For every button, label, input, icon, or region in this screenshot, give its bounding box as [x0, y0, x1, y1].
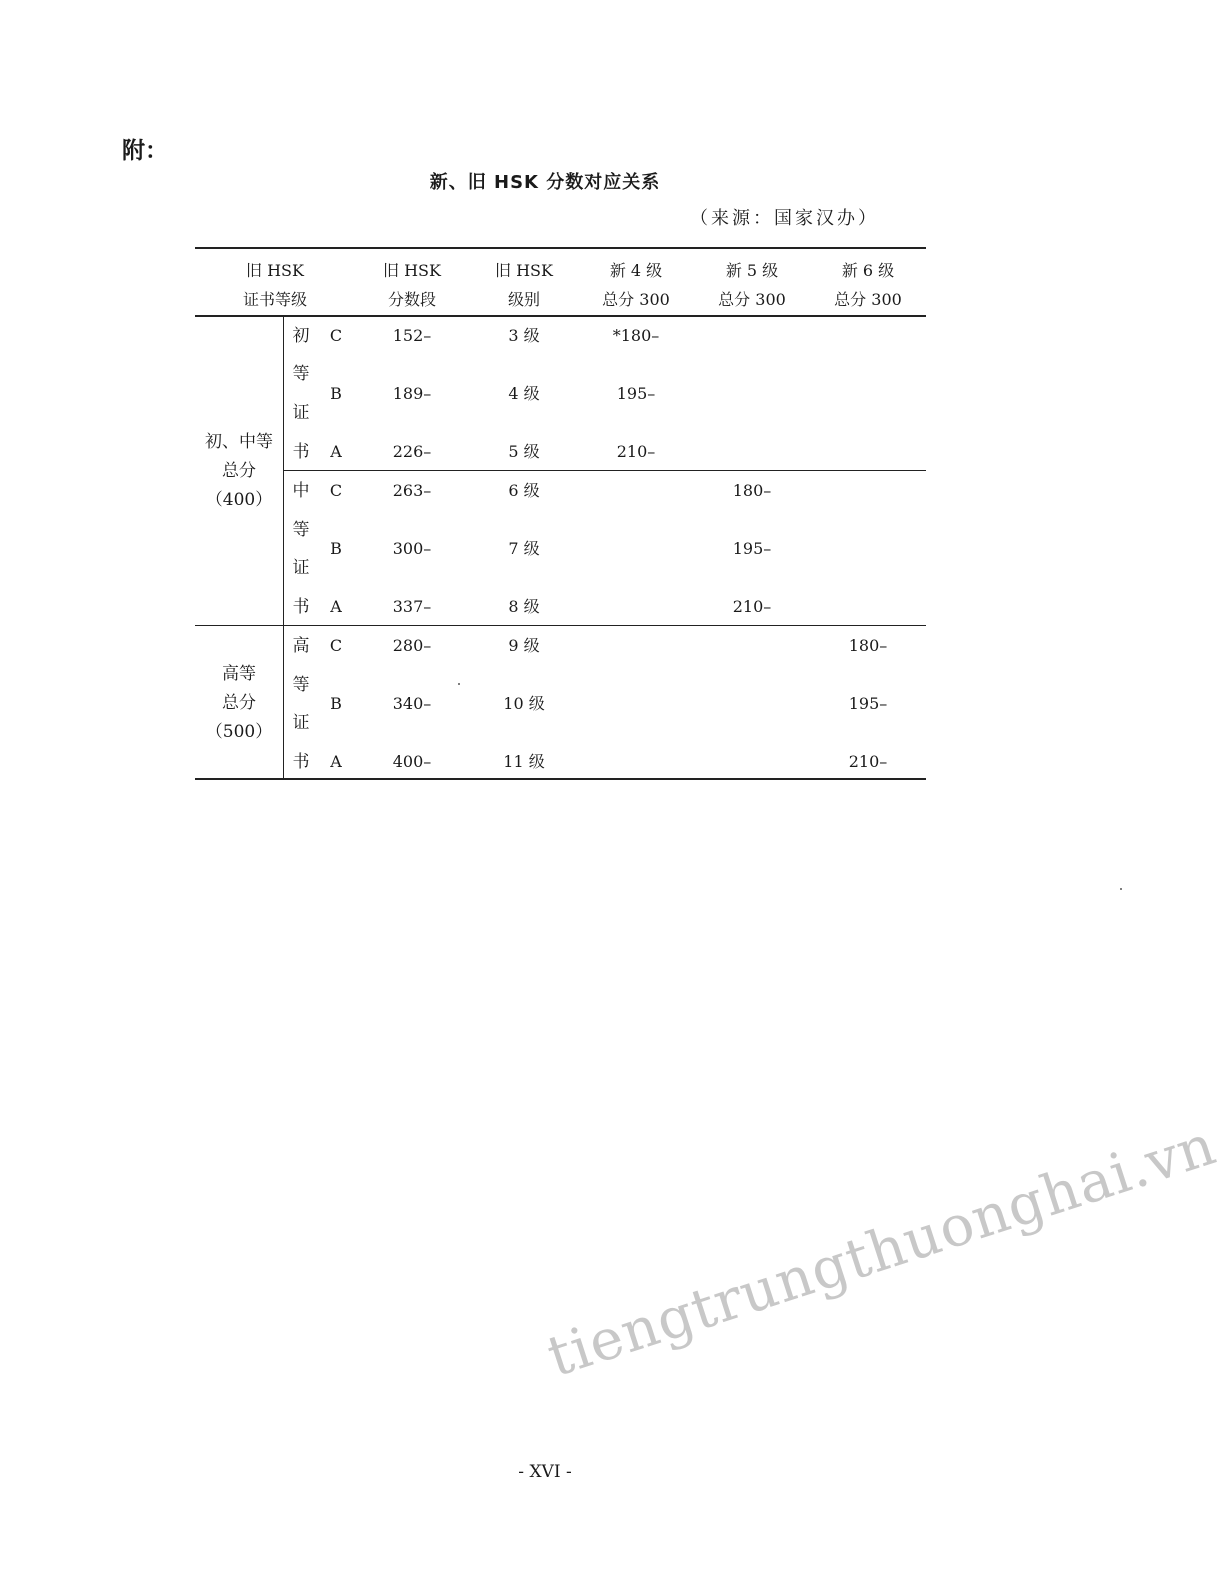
header-new4: 新 4 级 总分 300: [602, 261, 670, 309]
appendix-label: 附：: [122, 138, 168, 164]
header-cert-level: 旧 HSK 证书等级: [242, 261, 307, 309]
group-vertical-rule: [283, 316, 284, 779]
table-title: 新、旧 HSK 分数对应关系: [429, 172, 661, 193]
section-divider-1: [283, 470, 926, 471]
group-divider: [195, 625, 926, 626]
scan-speck: [458, 683, 460, 685]
header-score-range: 旧 HSK 分数段: [383, 261, 441, 309]
header-level: 旧 HSK 级别: [495, 261, 553, 309]
scan-speck: [1120, 888, 1122, 890]
table-top-rule: [195, 247, 926, 249]
group-label-advanced: 高等 总分 （500）: [205, 664, 273, 742]
header-new5: 新 5 级 总分 300: [718, 261, 786, 309]
header-new6: 新 6 级 总分 300: [834, 261, 902, 309]
page-number: - XVI -: [518, 1462, 572, 1482]
group-label-elementary-intermediate: 初、中等 总分 （400）: [205, 432, 273, 510]
table-bottom-rule: [195, 778, 926, 780]
watermark: tiengtrungthuonghai.vn: [539, 1112, 1224, 1390]
header-bottom-rule: [195, 315, 926, 317]
source-note: （来源：国家汉办）: [690, 208, 879, 229]
